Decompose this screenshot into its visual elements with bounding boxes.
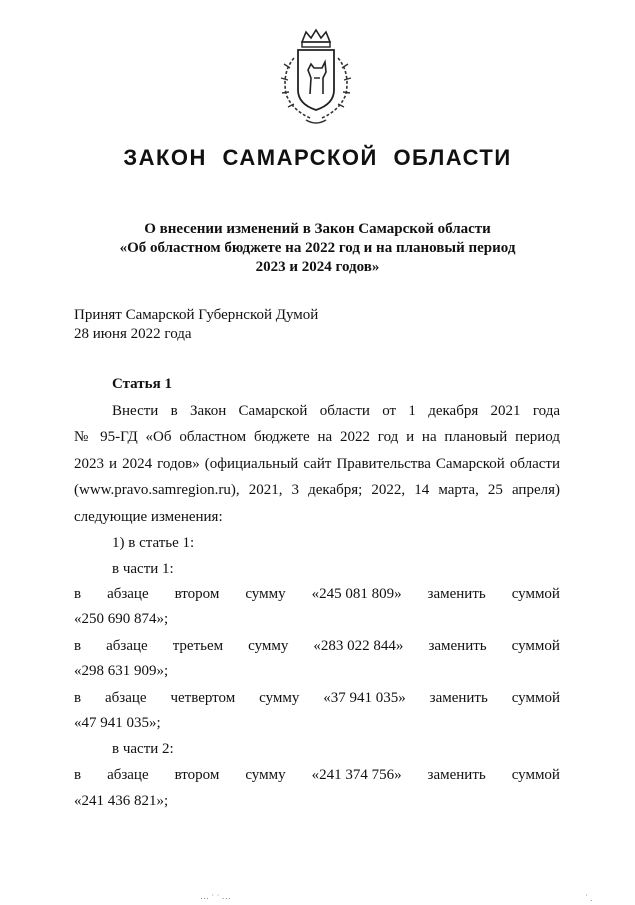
change-line: в абзаце втором сумму «245 081 809» заменить суммой	[74, 586, 560, 602]
adoption-info	[74, 306, 318, 344]
paragraph-line: (www.pravo.samregion.ru), 2021, 3 декабря; 2022, 14 марта, 25 апреля)	[74, 482, 560, 498]
change-new-value: «250 690 874»;	[74, 611, 169, 627]
adoption-line: Принят Самарской Губернской Думой	[74, 307, 319, 323]
paragraph-line: № 95-ГД «Об областном бюджете на 2022 год и на плановый период	[74, 429, 560, 445]
paragraph-line: Внести в Закон Самарской области от 1 декабря 2021 года	[112, 403, 560, 419]
part-heading: в части 2:	[112, 741, 174, 757]
scan-artifact: ⋯ ˙ ˙ ⋯	[200, 893, 231, 903]
law-title: ЗАКОН САМАРСКОЙ ОБЛАСТИ	[123, 145, 512, 170]
subtitle-line: О внесении изменений в Закон Самарской области	[144, 221, 491, 237]
change-new-value: «241 436 821»;	[74, 793, 169, 809]
change-line: в абзаце втором сумму «241 374 756» заменить суммой	[74, 767, 560, 783]
adoption-date: 28 июня 2022 года	[74, 326, 192, 342]
coat-of-arms-emblem	[270, 28, 362, 128]
law-subtitle	[60, 220, 575, 277]
paragraph-line: 2023 и 2024 годов» (официальный сайт Правительства Самарской области	[74, 456, 560, 472]
paragraph-line: следующие изменения:	[74, 509, 223, 525]
subtitle-line: «Об областном бюджете на 2022 год и на плановый период	[119, 240, 516, 256]
subtitle-line: 2023 и 2024 годов»	[255, 259, 380, 275]
change-new-value: «298 631 909»;	[74, 663, 169, 679]
change-line: в абзаце четвертом сумму «37 941 035» заменить суммой	[74, 690, 560, 706]
part-heading: в части 1:	[112, 561, 174, 577]
article-title: Статья 1	[112, 376, 172, 392]
change-new-value: «47 941 035»;	[74, 715, 161, 731]
change-line: в абзаце третьем сумму «283 022 844» заменить суммой	[74, 638, 560, 654]
list-item: 1) в статье 1:	[112, 535, 195, 551]
scan-artifact: ˙ .	[585, 893, 593, 903]
